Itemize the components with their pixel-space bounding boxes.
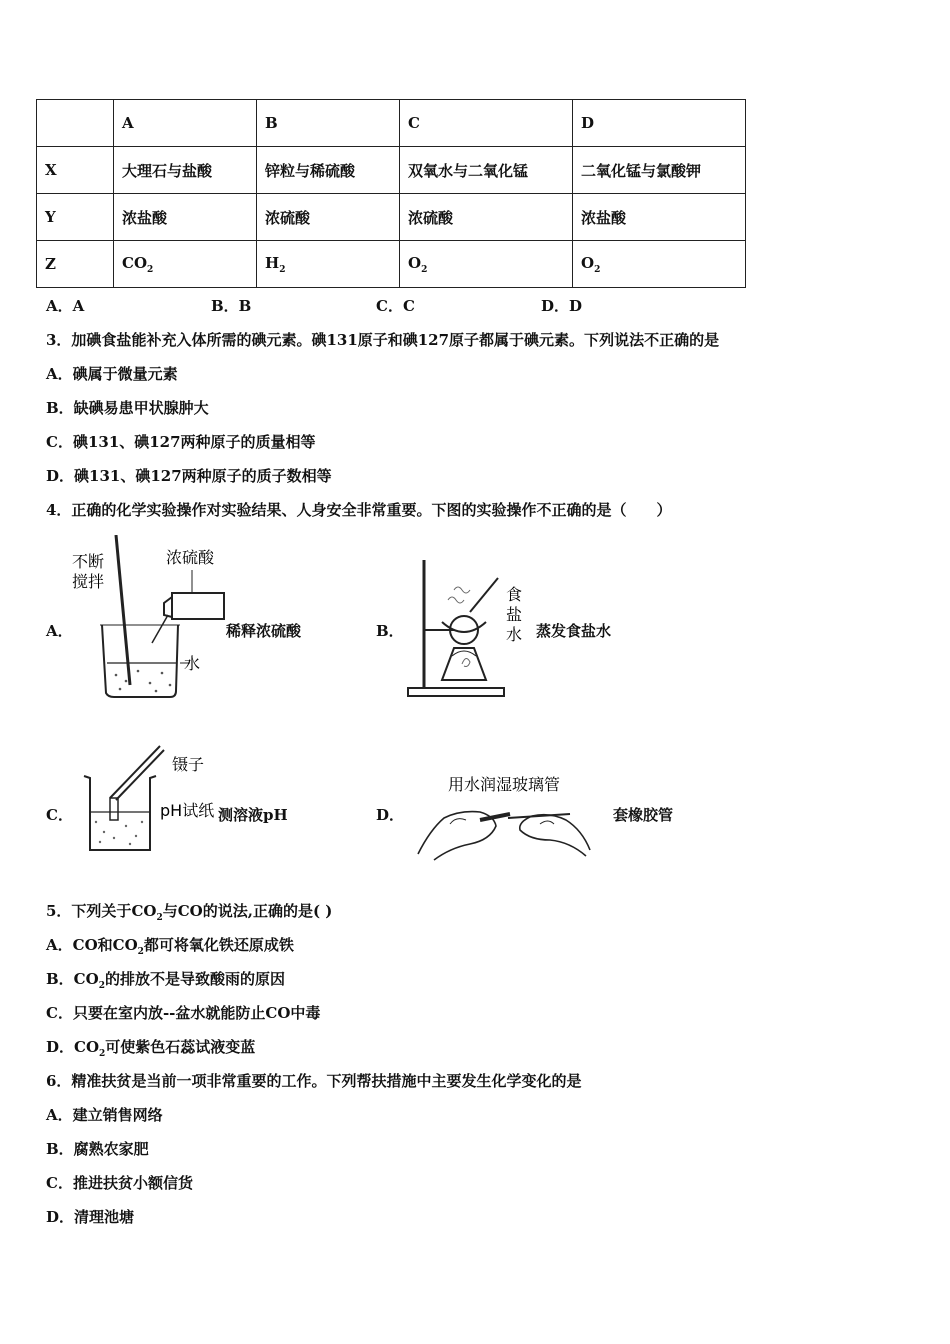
table-cell: 浓盐酸 (573, 194, 746, 241)
table-cell (400, 241, 573, 288)
formula-subscript: 2 (279, 264, 286, 275)
q5-stem-post: 与CO的说法,正确的是( ) (162, 902, 333, 920)
label-salt-2: 盐 (506, 605, 523, 624)
q6-option-c: C．推进扶贫小额信货 (46, 1174, 193, 1192)
q2-option-a: A．A (46, 297, 85, 315)
label-water: 水 (184, 654, 201, 673)
table-cell (257, 241, 400, 288)
table-cell (114, 241, 257, 288)
table-row (37, 147, 746, 194)
evaporate-figure (402, 560, 532, 700)
q3-option-b: B．缺碘易患甲状腺肿大 (46, 399, 209, 417)
q3-option-c: C．碘131、碘127两种原子的质量相等 (46, 433, 316, 451)
q2-options-table (36, 99, 746, 288)
formula-subscript: 2 (594, 264, 601, 275)
q3-stem: 3．加碘食盐能补充入体所需的碘元素。碘131原子和碘127原子都属于碘元素。下列说法不正确的是 (46, 331, 720, 349)
table-cell: A (114, 100, 257, 147)
table-cell: B (257, 100, 400, 147)
table-cell: X (37, 147, 114, 194)
q5-option-a (46, 934, 294, 957)
q3-option-a: A．碘属于微量元素 (46, 365, 178, 383)
label-stir-2: 搅拌 (72, 572, 105, 591)
label-stir-1: 不断 (72, 552, 105, 571)
formula-subscript: 2 (98, 981, 105, 991)
table-cell (37, 100, 114, 147)
table-cell: 浓硫酸 (400, 194, 573, 241)
q4-fig-a-caption: 稀释浓硫酸 (226, 622, 302, 640)
formula-base: CO (122, 253, 148, 272)
formula-base: O (408, 253, 422, 272)
q4-fig-b-caption: 蒸发食盐水 (536, 622, 612, 640)
formula-subscript: 2 (137, 947, 144, 957)
formula-base: H (265, 253, 280, 272)
q5-stem-pre: 5．下列关于CO (46, 902, 157, 920)
q5-option-d-post: 可使紫色石蕊试液变蓝 (105, 1038, 256, 1056)
q4-fig-b-letter: B． (376, 622, 404, 640)
rubber-tube-figure (410, 770, 600, 862)
table-cell: Y (37, 194, 114, 241)
table-cell: D (573, 100, 746, 147)
formula-subscript: 2 (421, 264, 428, 275)
q5-option-d (46, 1036, 255, 1059)
label-salt-3: 水 (506, 625, 523, 644)
q5-option-a-post: 都可将氧化铁还原成铁 (143, 936, 294, 954)
formula-subscript: 2 (147, 264, 154, 275)
table-cell: 浓硫酸 (257, 194, 400, 241)
q5-option-d-pre: D．CO (46, 1038, 100, 1056)
q4-fig-d-letter: D． (376, 806, 405, 824)
q5-option-c: C．只要在室内放--盆水就能防止CO中毒 (46, 1004, 321, 1022)
q4-stem: 4．正确的化学实验操作对实验结果、人身安全非常重要。下图的实验操作不正确的是（ ） (46, 501, 672, 519)
q4-fig-d-caption: 套橡胶管 (613, 806, 674, 824)
label-ph-paper: pH试纸 (160, 801, 215, 820)
q5-option-b-post: 的排放不是导致酸雨的原因 (104, 970, 285, 988)
table-row (37, 241, 746, 288)
table-header-row (37, 100, 746, 147)
table-cell: 二氧化锰与氯酸钾 (573, 147, 746, 194)
table-cell: 浓盐酸 (114, 194, 257, 241)
q5-option-b (46, 968, 285, 991)
q6-option-d: D．清理池塘 (46, 1208, 135, 1226)
q2-option-b: B．B (211, 297, 252, 315)
label-tweezers: 镊子 (172, 755, 205, 774)
q6-option-b: B．腐熟农家肥 (46, 1140, 149, 1158)
table-cell: C (400, 100, 573, 147)
table-row (37, 194, 746, 241)
formula-subscript: 2 (99, 1049, 106, 1059)
formula-subscript: 2 (156, 913, 163, 923)
label-acid: 浓硫酸 (166, 548, 215, 567)
table-cell: 锌粒与稀硫酸 (257, 147, 400, 194)
q4-fig-c-letter: C． (46, 806, 73, 824)
q2-option-d: D．D (541, 297, 583, 315)
label-salt-1: 食 (506, 585, 523, 604)
q3-option-d: D．碘131、碘127两种原子的质子数相等 (46, 467, 332, 485)
table-cell: 双氧水与二氧化锰 (400, 147, 573, 194)
label-wet-glass: 用水润湿玻璃管 (448, 775, 561, 794)
q4-fig-a-letter: A． (46, 622, 73, 640)
table-cell: Z (37, 241, 114, 288)
q6-option-a: A．建立销售网络 (46, 1106, 163, 1124)
q5-stem (46, 900, 332, 923)
q5-option-a-pre: A．CO和CO (46, 936, 138, 954)
q2-option-c: C．C (376, 297, 415, 315)
ph-test-figure (80, 742, 220, 857)
table-cell: 大理石与盐酸 (114, 147, 257, 194)
q6-stem: 6．精准扶贫是当前一项非常重要的工作。下列帮扶措施中主要发生化学变化的是 (46, 1072, 582, 1090)
dilute-acid-figure (72, 535, 232, 700)
q5-option-b-pre: B．CO (46, 970, 99, 988)
formula-base: O (581, 253, 595, 272)
q4-fig-c-caption: 测溶液pH (218, 806, 288, 824)
table-cell (573, 241, 746, 288)
